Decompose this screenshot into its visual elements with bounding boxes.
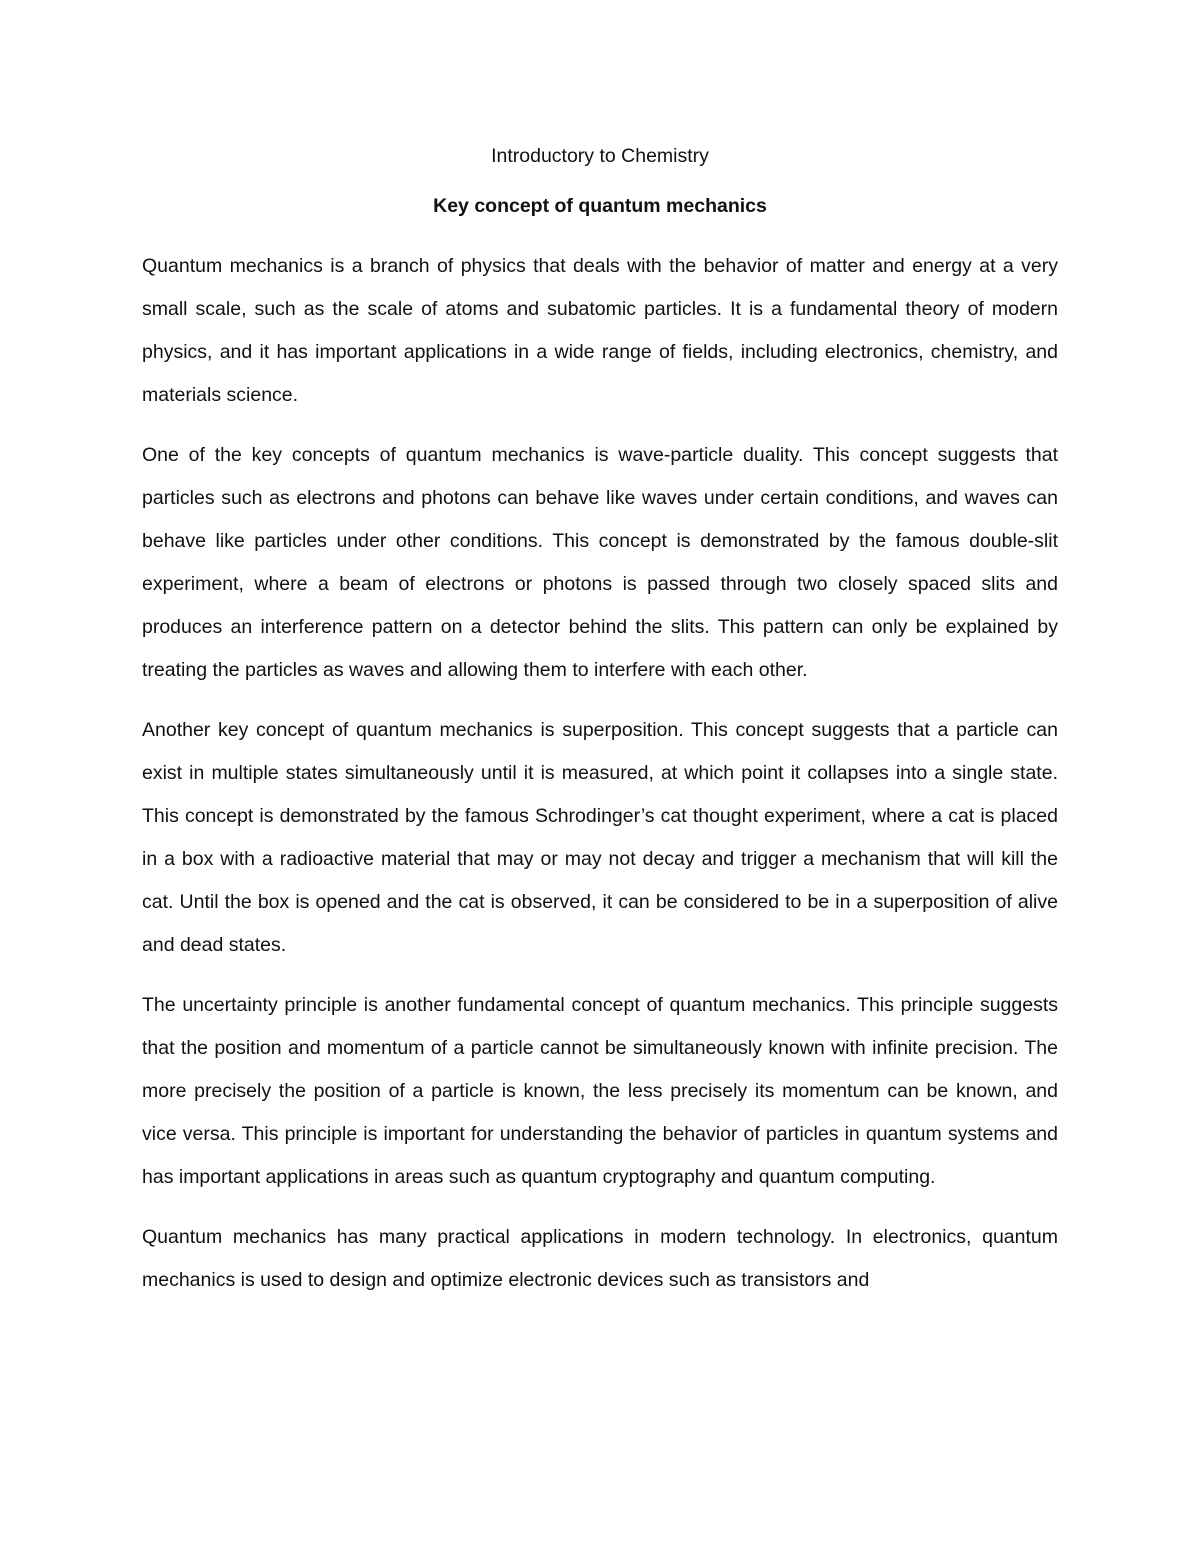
paragraph-wave-particle-duality: One of the key concepts of quantum mechanics is wave-particle duality. This concept suggests that particles such as electrons and photons can behave like waves under certain conditions, and waves can behave like particles under other conditions. This concept is demonstrated by the famous double-slit experiment, where a beam of electrons or photons is passed through two closely spaced slits and produces an interference pattern on a detector behind the slits. This pattern can only be explained by treating the particles as waves and allowing them to interfere with each other. [142,444,1058,681]
paragraph-superposition: Another key concept of quantum mechanics is superposition. This concept suggests that a particle can exist in multiple states simultaneously until it is measured, at which point it collapses into a single state. This concept is demonstrated by the famous Schrodinger’s cat thought experiment, where a cat is placed in a box with a radioactive material that may or may not decay and trigger a mechanism that will kill the cat. Until the box is opened and the cat is observed, it can be considered to be in a superposition of alive and dead states. [142,719,1058,956]
document-title: Introductory to Chemistry [491,145,709,167]
paragraph-uncertainty-principle: The uncertainty principle is another fundamental concept of quantum mechanics. This principle suggests that the position and momentum of a particle cannot be simultaneously known with infinite precision. The more precisely the position of a particle is known, the less precisely its momentum can be known, and vice versa. This principle is important for understanding the behavior of particles in quantum systems and has important applications in areas such as quantum cryptography and quantum computing. [142,994,1058,1188]
paragraph-applications: Quantum mechanics has many practical applications in modern technology. In electronics, quantum mechanics is used to design and optimize electronic devices such as transistors and [142,1226,1058,1291]
document-subtitle: Key concept of quantum mechanics [433,195,767,217]
paragraph-intro: Quantum mechanics is a branch of physics that deals with the behavior of matter and energy at a very small scale, such as the scale of atoms and subatomic particles. It is a fundamental theory of modern physics, and it has important applications in a wide range of fields, including electronics, chemistry, and materials science. [142,255,1058,406]
